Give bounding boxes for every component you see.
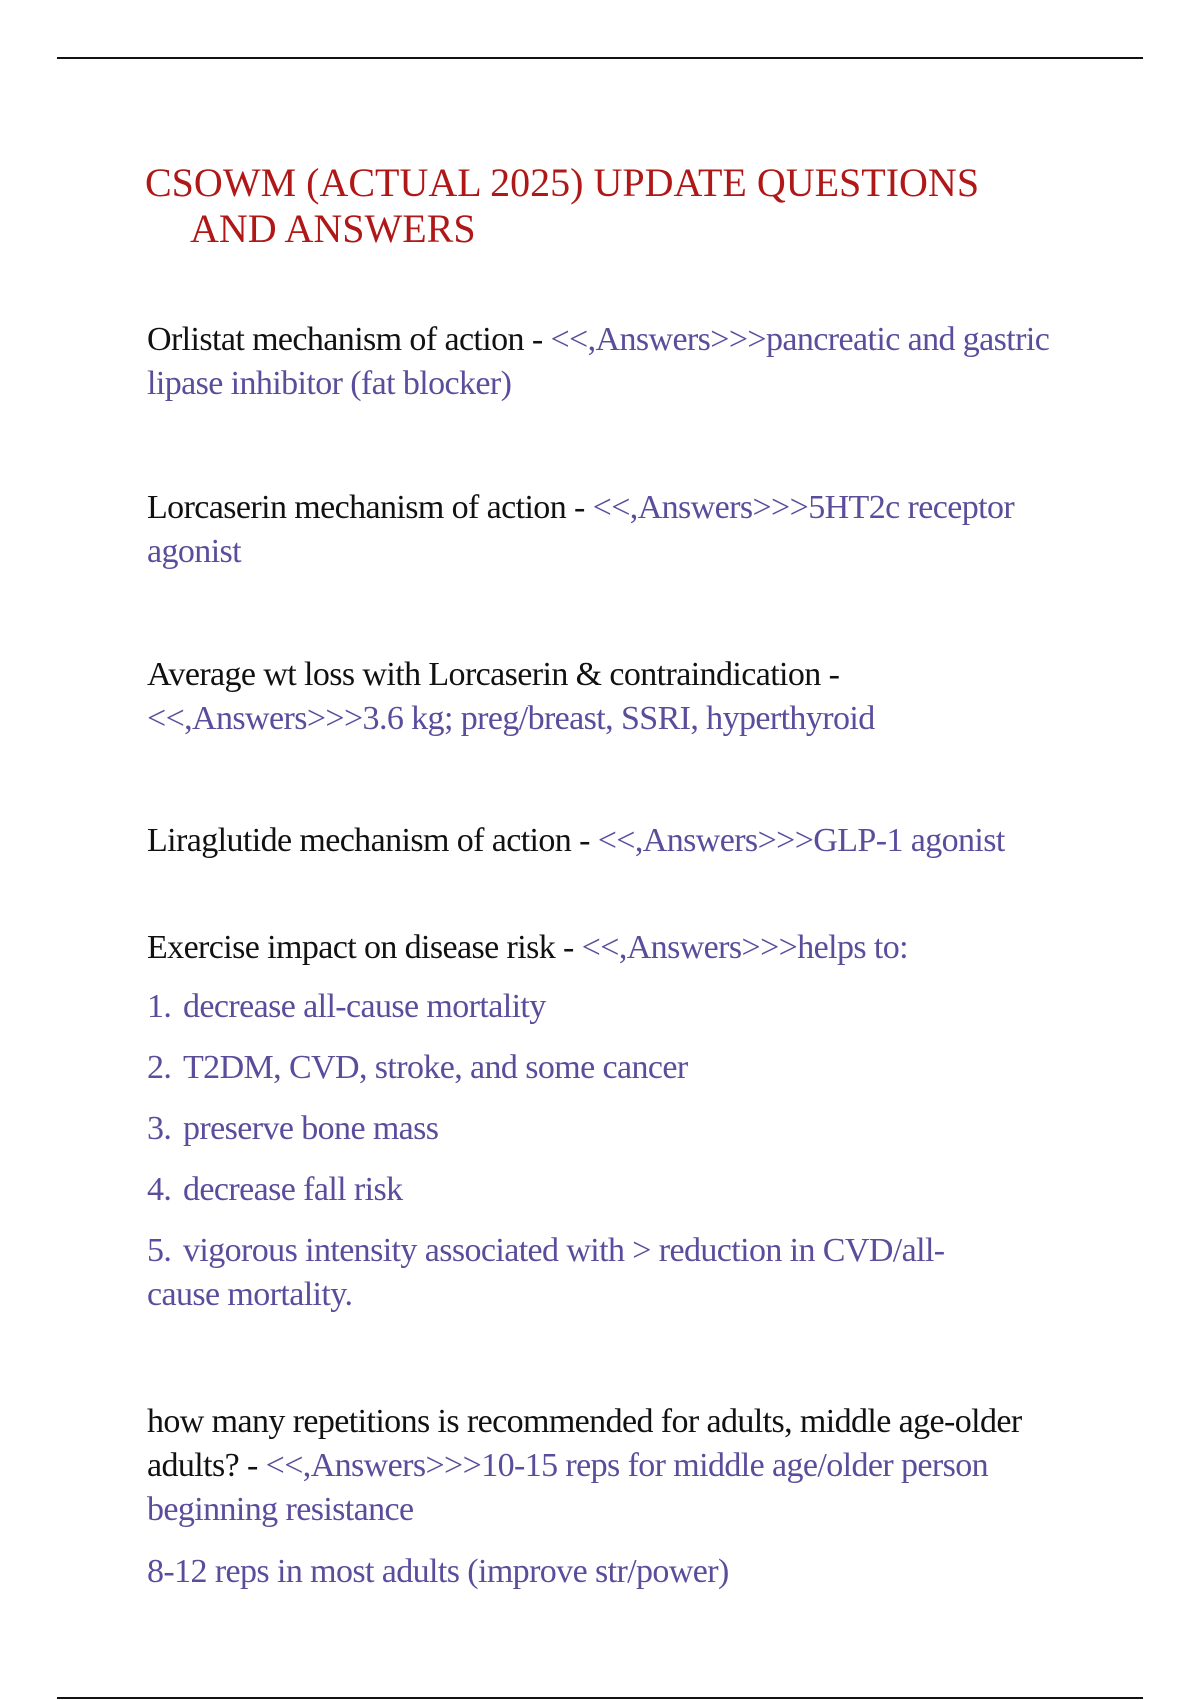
- list-text: decrease all-cause mortality: [183, 988, 546, 1025]
- question-text: Average wt loss with Lorcaserin & contraindication -: [147, 656, 840, 693]
- list-text: vigorous intensity associated with > reduction in CVD/all-: [183, 1232, 945, 1269]
- list-text: T2DM, CVD, stroke, and some cancer: [183, 1049, 688, 1086]
- list-number: 2.: [147, 1049, 172, 1086]
- question-text: Liraglutide mechanism of action -: [147, 822, 598, 859]
- list-item: [147, 1107, 1057, 1151]
- answer-text: <<,Answers>>>helps to:: [581, 929, 908, 966]
- bottom-rule: [57, 1697, 1143, 1699]
- qa-item-repetitions: [147, 1400, 1057, 1532]
- list-text: preserve bone mass: [183, 1110, 439, 1147]
- list-text-continued: cause mortality.: [147, 1276, 353, 1313]
- answer-text: <<,Answers>>>3.6 kg; preg/breast, SSRI, hyperthyroid: [147, 700, 875, 737]
- list-item: [147, 1229, 1057, 1317]
- question-text: Orlistat mechanism of action -: [147, 321, 551, 358]
- title-line-2: AND ANSWERS: [190, 206, 476, 251]
- list-item: [147, 1168, 1057, 1212]
- top-rule: [57, 57, 1143, 59]
- extra-answer-text: 8-12 reps in most adults (improve str/power): [147, 1553, 729, 1590]
- list-item: [147, 1046, 1057, 1090]
- list-item: [147, 985, 1057, 1029]
- answer-text: <<,Answers>>>5HT2c receptor agonist: [147, 489, 1015, 570]
- list-number: 5.: [147, 1232, 172, 1269]
- title-line-1: CSOWM (ACTUAL 2025) UPDATE QUESTIONS: [145, 160, 980, 205]
- question-text: Lorcaserin mechanism of action -: [147, 489, 593, 526]
- list-number: 4.: [147, 1171, 172, 1208]
- qa-item-exercise-impact: [147, 926, 1057, 970]
- question-text: Exercise impact on disease risk -: [147, 929, 582, 966]
- list-number: 3.: [147, 1110, 172, 1147]
- qa-item-lorcaserin-wt-loss: [147, 653, 1057, 741]
- question-text: how many repetitions is recommended for adults, middle age-older adults? -: [147, 1403, 1022, 1484]
- answer-text: <<,Answers>>>10-15 reps for middle age/older person beginning resistance: [147, 1447, 989, 1528]
- exercise-benefits-list: [147, 985, 1057, 1317]
- qa-item-orlistat: [147, 318, 1057, 406]
- page-title: [145, 160, 1045, 252]
- list-text: decrease fall risk: [183, 1171, 403, 1208]
- answer-text: <<,Answers>>>pancreatic and gastric lipase inhibitor (fat blocker): [147, 321, 1050, 402]
- answer-text: <<,Answers>>>GLP-1 agonist: [597, 822, 1005, 859]
- qa-item-lorcaserin: [147, 486, 1057, 574]
- list-number: 1.: [147, 988, 172, 1025]
- qa-item-liraglutide: [147, 819, 1057, 863]
